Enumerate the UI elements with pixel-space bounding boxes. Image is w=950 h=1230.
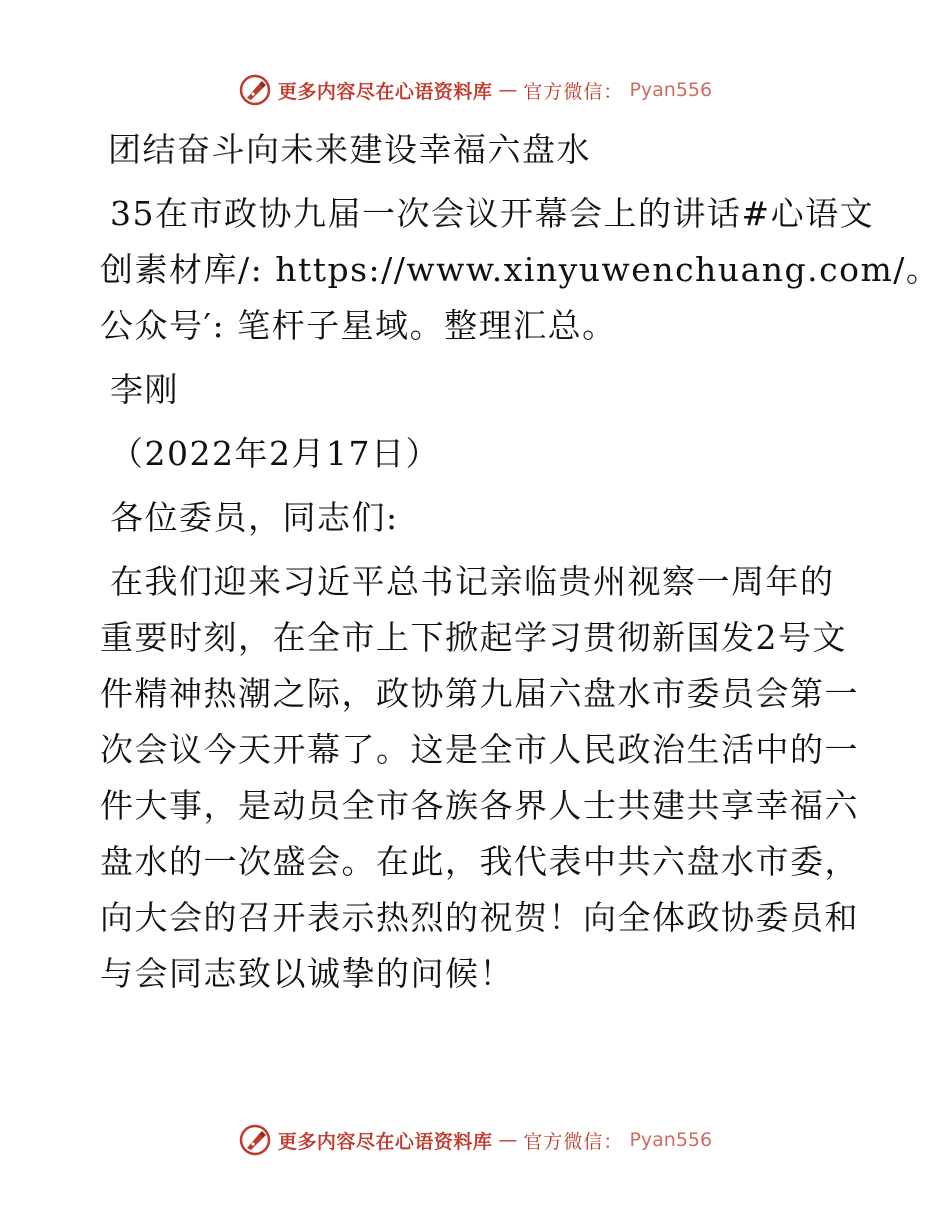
watermark-wechat-label: 官方微信： bbox=[523, 1130, 624, 1153]
body-line: 盘水的一次盛会。在此，我代表中共六盘水市委， bbox=[100, 842, 859, 881]
author-name: 李刚 bbox=[110, 370, 179, 409]
watermark-site-text: 更多内容尽在心语资料库 bbox=[277, 1130, 493, 1153]
source-line: 创素材库/: https://www.xinyuwenchuang.com/。 bbox=[100, 250, 941, 289]
watermark-footer bbox=[0, 1120, 950, 1160]
watermark-separator: — bbox=[498, 79, 518, 101]
body-line: 件大事，是动员全市各族各界人士共建共享幸福六 bbox=[100, 786, 859, 825]
body-line: 重要时刻，在全市上下掀起学习贯彻新国发2号文 bbox=[100, 618, 847, 657]
watermark-wechat-label: 官方微信： bbox=[523, 80, 624, 103]
body-line: 次会议今天开幕了。这是全市人民政治生活中的一 bbox=[100, 730, 859, 769]
speech-date: （2022年2月17日） bbox=[110, 434, 440, 473]
watermark-wechat-id: Pyan556 bbox=[629, 1129, 713, 1151]
salutation: 各位委员，同志们: bbox=[110, 498, 399, 537]
body-line: 向大会的召开表示热烈的祝贺！向全体政协委员和 bbox=[100, 898, 859, 937]
source-line: 35在市政协九届一次会议开幕会上的讲话#心语文 bbox=[110, 194, 875, 233]
body-line: 与会同志致以诚挚的问候！ bbox=[100, 954, 514, 993]
body-line: 件精神热潮之际，政协第九届六盘水市委员会第一 bbox=[100, 674, 859, 713]
watermark-site-text: 更多内容尽在心语资料库 bbox=[277, 80, 493, 103]
document-body bbox=[100, 120, 941, 1002]
watermark-header bbox=[0, 70, 950, 110]
watermark-wechat-id: Pyan556 bbox=[629, 79, 713, 101]
body-line: 在我们迎来习近平总书记亲临贵州视察一周年的 bbox=[110, 562, 835, 601]
watermark-separator: — bbox=[498, 1129, 518, 1151]
pen-nib-circle-icon bbox=[238, 73, 272, 107]
document-title: 团结奋斗向未来建设幸福六盘水 bbox=[108, 130, 591, 169]
source-line: 公众号′: 笔杆子星域。整理汇总。 bbox=[100, 306, 617, 345]
pen-nib-circle-icon bbox=[238, 1123, 272, 1157]
